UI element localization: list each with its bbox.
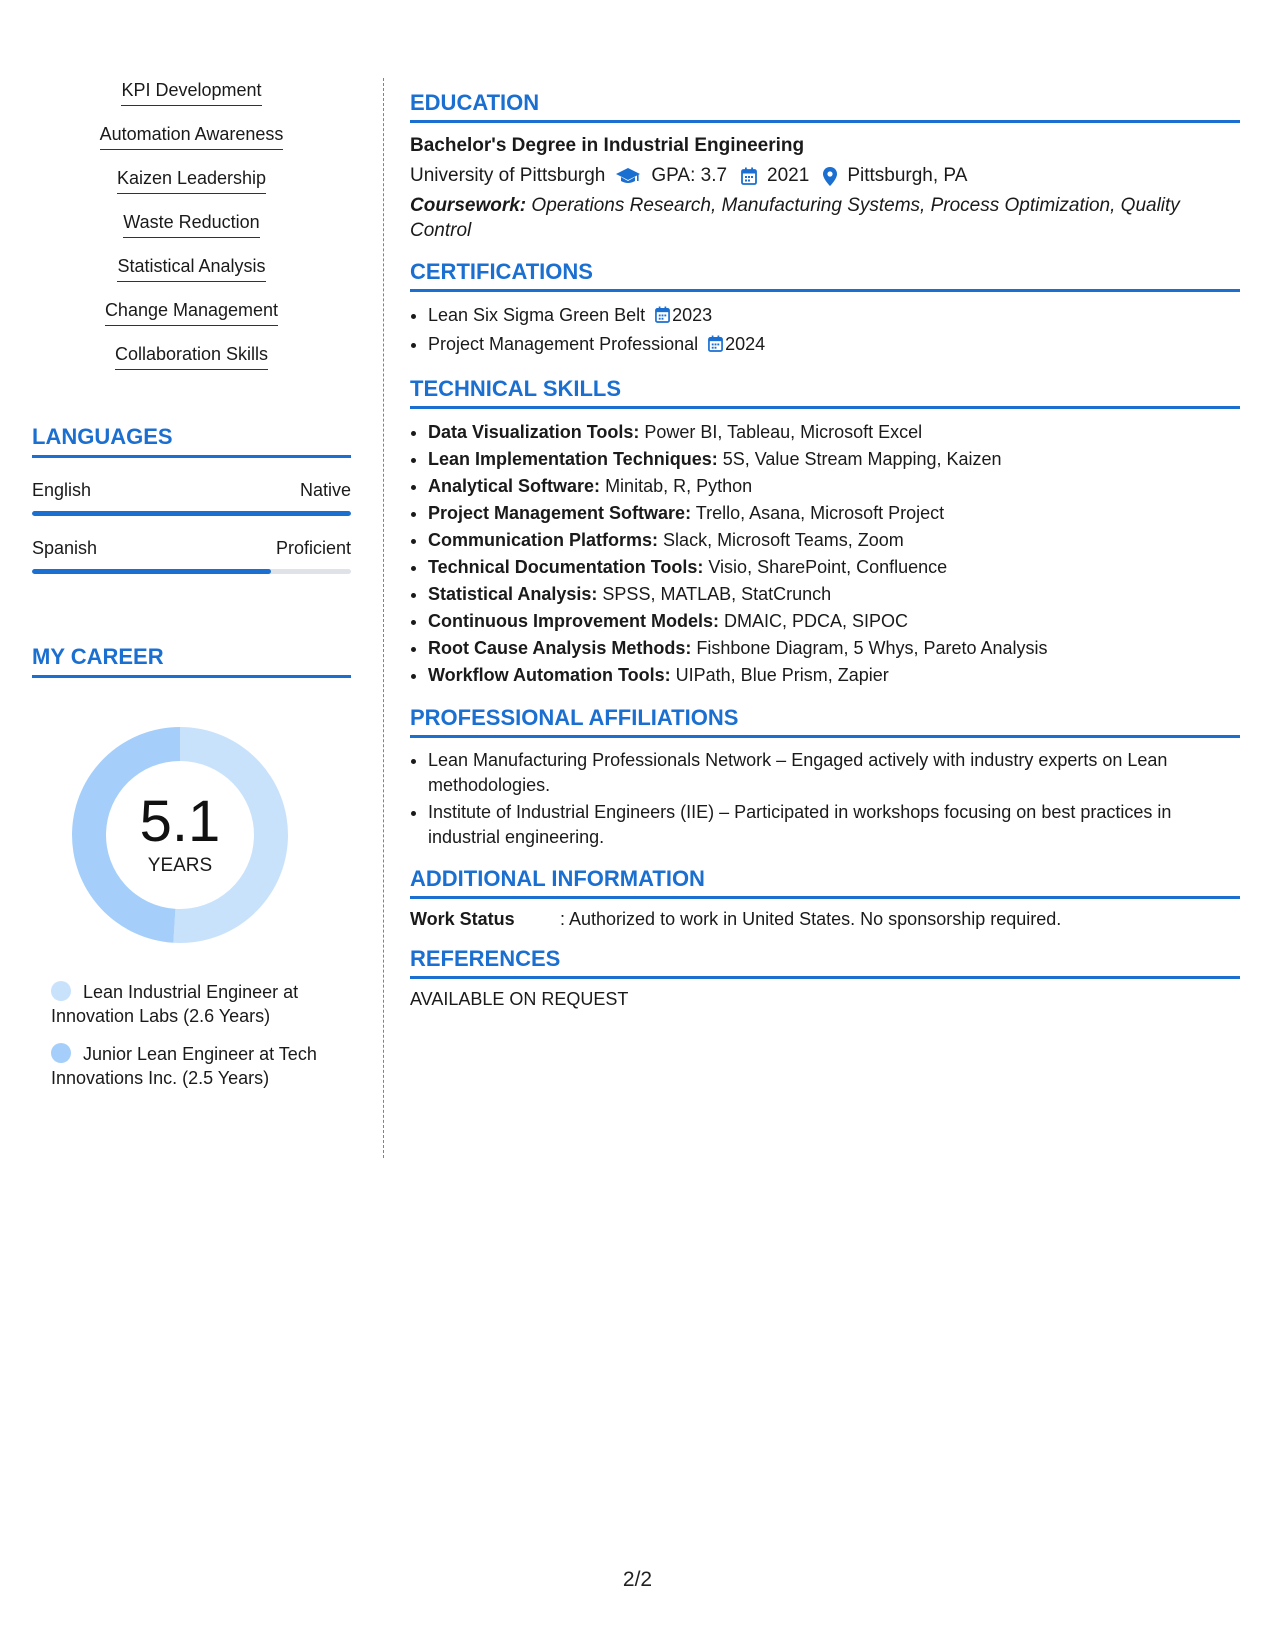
affiliations-section: [410, 705, 1240, 850]
language-bar: [32, 511, 351, 516]
tech-skill-value: 5S, Value Stream Mapping, Kaizen: [722, 449, 1002, 469]
right-column: [410, 90, 1240, 1026]
tech-skill-item: [428, 500, 1240, 527]
coursework: [410, 193, 1240, 243]
tech-skill-value: Slack, Microsoft Teams, Zoom: [663, 530, 904, 550]
education-heading: EDUCATION: [410, 90, 1240, 123]
page-number: 2/2: [622, 1568, 653, 1591]
language-level: Proficient: [275, 538, 351, 558]
language-bar-fill: [32, 569, 271, 574]
references-text: AVAILABLE ON REQUEST: [410, 989, 629, 1009]
calendar-icon: [655, 304, 670, 331]
tech-skill-label: Continuous Improvement Models:: [428, 611, 720, 631]
tech-skill-label: Analytical Software:: [428, 476, 601, 496]
location-pin-icon: [823, 167, 837, 186]
tech-skill-label: Workflow Automation Tools:: [428, 665, 671, 685]
certification-name: Lean Six Sigma Green Belt: [428, 305, 646, 325]
education-location: Pittsburgh, PA: [847, 165, 968, 186]
tech-skill-item: [428, 608, 1240, 635]
skill-item: Kaizen Leadership: [117, 168, 266, 194]
tech-skill-item: [428, 473, 1240, 500]
tech-skill-label: Root Cause Analysis Methods:: [428, 638, 692, 658]
skill-item: Statistical Analysis: [117, 256, 265, 282]
tech-skill-value: SPSS, MATLAB, StatCrunch: [602, 584, 832, 604]
language-bar-fill: [32, 511, 351, 516]
additional-info-heading: ADDITIONAL INFORMATION: [410, 866, 1240, 899]
certifications-heading: CERTIFICATIONS: [410, 259, 1240, 292]
skill-item: Automation Awareness: [100, 124, 284, 150]
tech-skill-label: Statistical Analysis:: [428, 584, 598, 604]
languages-heading: LANGUAGES: [32, 424, 351, 458]
language-item: [32, 480, 351, 516]
education-meta: [410, 165, 1240, 187]
technical-skills-heading: TECHNICAL SKILLS: [410, 376, 1240, 409]
language-bar: [32, 569, 351, 574]
tech-skill-item: [428, 419, 1240, 446]
affiliation-item: • Institute of Industrial Engineers (IIE) – Participated in workshops focusing on best practices in industrial engineering.: [428, 800, 1240, 850]
coursework-label: Coursework:: [410, 195, 527, 216]
tech-skill-label: Technical Documentation Tools:: [428, 557, 704, 577]
tech-skill-item: [428, 581, 1240, 608]
skill-item: Collaboration Skills: [115, 344, 268, 370]
tech-skill-label: Communication Platforms:: [428, 530, 659, 550]
work-status-label: Work Status: [410, 909, 515, 929]
graduation-year: 2021: [767, 165, 810, 186]
degree-title: Bachelor's Degree in Industrial Engineering: [410, 135, 805, 156]
tech-skill-item: [428, 446, 1240, 473]
tech-skill-item: [428, 662, 1240, 689]
work-status-value: : Authorized to work in United States. No sponsorship required.: [560, 909, 1062, 929]
tech-skill-label: Data Visualization Tools:: [428, 422, 640, 442]
tech-skill-item: [428, 635, 1240, 662]
skill-item: Waste Reduction: [123, 212, 259, 238]
references-heading: REFERENCES: [410, 946, 1240, 979]
certification-item: [428, 331, 1240, 360]
legend-item: [51, 980, 351, 1028]
career-total: 5.1: [139, 789, 221, 854]
career-heading: MY CAREER: [32, 644, 351, 678]
tech-skill-item: [428, 527, 1240, 554]
certification-year: 2023: [672, 305, 713, 325]
career-donut: [65, 720, 295, 950]
certification-year: 2024: [725, 334, 766, 354]
school-name: University of Pittsburgh: [410, 165, 606, 186]
education-section: [410, 90, 1240, 243]
tech-skill-value: UIPath, Blue Prism, Zapier: [675, 665, 889, 685]
gpa: GPA: 3.7: [651, 165, 728, 186]
career-unit: YEARS: [147, 855, 213, 876]
calendar-icon: [708, 333, 723, 360]
certification-item: [428, 302, 1240, 331]
affiliations-heading: PROFESSIONAL AFFILIATIONS: [410, 705, 1240, 738]
work-status-row: [410, 909, 1240, 930]
coursework-text: Operations Research, Manufacturing Systems, Process Optimization, Quality Control: [410, 195, 1180, 241]
skill-item: Change Management: [105, 300, 278, 326]
technical-skills-section: [410, 376, 1240, 689]
column-divider: [383, 78, 384, 1158]
legend-label: Junior Lean Engineer at Tech Innovations Inc. (2.5 Years): [51, 1044, 317, 1088]
legend-dot: [51, 1043, 71, 1063]
calendar-icon: [741, 167, 757, 185]
affiliation-item: • Lean Manufacturing Professionals Network – Engaged actively with industry experts on Lean methodologies.: [428, 748, 1240, 798]
tech-skill-value: Power BI, Tableau, Microsoft Excel: [644, 422, 923, 442]
tech-skill-label: Project Management Software:: [428, 503, 692, 523]
references-section: [410, 946, 1240, 1010]
tech-skill-value: Minitab, R, Python: [605, 476, 753, 496]
tech-skill-value: DMAIC, PDCA, SIPOC: [724, 611, 909, 631]
language-level: Native: [299, 480, 351, 500]
certifications-section: [410, 259, 1240, 360]
tech-skill-value: Trello, Asana, Microsoft Project: [695, 503, 945, 523]
tech-skill-label: Lean Implementation Techniques:: [428, 449, 718, 469]
legend-item: [51, 1042, 351, 1090]
certification-name: Project Management Professional: [428, 334, 699, 354]
language-name: Spanish: [32, 538, 98, 558]
tech-skill-item: [428, 554, 1240, 581]
language-item: [32, 538, 351, 574]
legend-label: Lean Industrial Engineer at Innovation Labs (2.6 Years): [51, 982, 299, 1026]
left-column: [32, 80, 351, 1104]
graduation-cap-icon: [615, 167, 641, 185]
language-name: English: [32, 480, 92, 500]
career-legend: [32, 980, 351, 1090]
additional-info-section: [410, 866, 1240, 930]
skill-item: KPI Development: [121, 80, 261, 106]
skills-list: [32, 80, 351, 388]
tech-skill-value: Visio, SharePoint, Confluence: [708, 557, 948, 577]
tech-skill-value: Fishbone Diagram, 5 Whys, Pareto Analysis: [696, 638, 1048, 658]
legend-dot: [51, 981, 71, 1001]
